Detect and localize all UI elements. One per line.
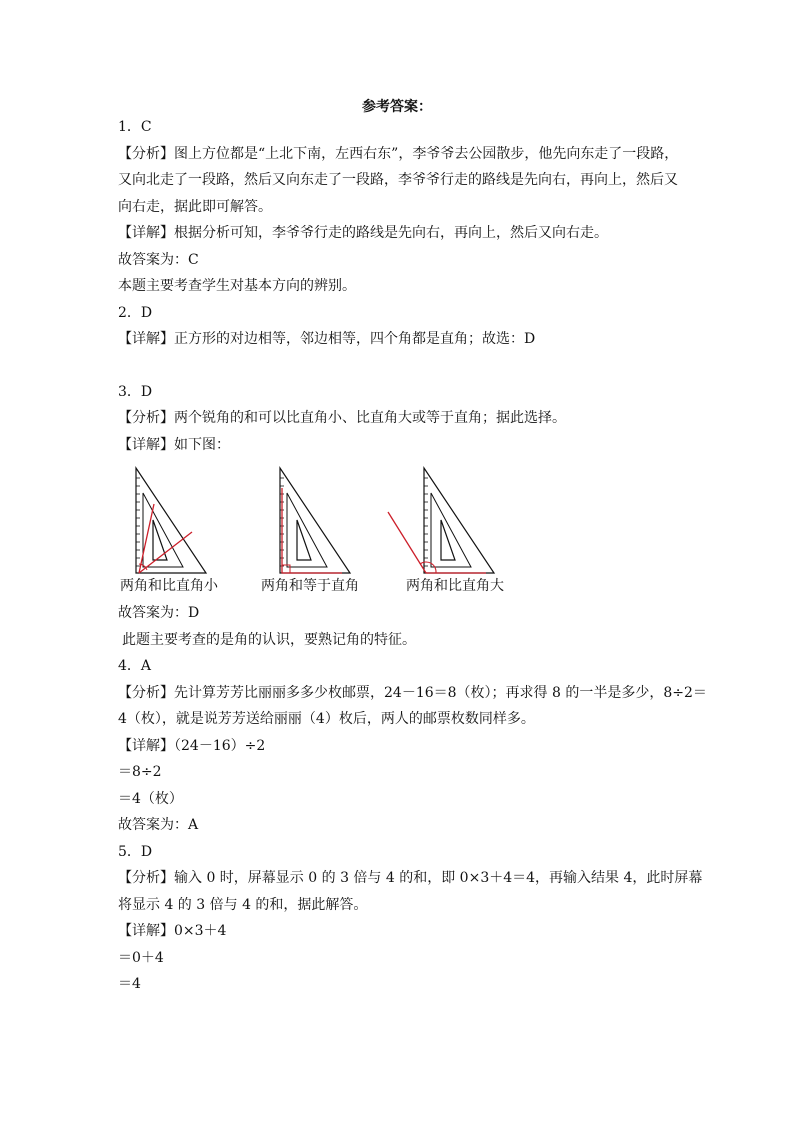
q3-detail: 【详解】如下图： (118, 436, 230, 453)
q4-step-1: ＝8÷2 (118, 764, 162, 780)
q4-step-2: ＝4（枚） (118, 790, 183, 807)
set-square-figure (118, 460, 690, 600)
figure-caption-3: 两角和比直角大 (406, 578, 504, 594)
figure-caption-2: 两角和等于直角 (261, 578, 359, 594)
q5-step-1: ＝0＋4 (118, 949, 164, 966)
q4-analysis-line-1: 【分析】先计算芳芳比丽丽多多少枚邮票，24－16＝8（枚）；再求得 8 的一半是多少，8÷2＝ (118, 684, 707, 701)
q3-conclusion: 故答案为：D (118, 605, 200, 621)
q1-detail: 【详解】根据分析可知，李爷爷行走的路线是先向右，再向上，然后又向右走。 (118, 225, 608, 241)
spacer (118, 353, 690, 379)
set-square-1 (136, 468, 206, 573)
q3-note: 此题主要考查的是角的认识，要熟记角的特征。 (122, 631, 416, 648)
q3-analysis: 【分析】两个锐角的和可以比直角小、比直角大或等于直角；据此选择。 (118, 410, 566, 426)
q1-note: 本题主要考查学生对基本方向的辨别。 (118, 278, 356, 294)
q1-analysis-line-2: 又向北走了一段路，然后又向东走了一段路，李爷爷行走的路线是先向右，再向上，然后又 (118, 172, 678, 188)
q5-analysis-line-2: 将显示 4 的 3 倍与 4 的和，据此解答。 (118, 896, 368, 913)
q4-detail: 【详解】（24－16）÷2 (118, 737, 266, 754)
q2-answer: 2．D (118, 304, 153, 321)
q1-analysis-line-1: 【分析】图上方位都是“上北下南，左西右东”，李爷爷去公园散步，他先向东走了一段路， (118, 145, 679, 162)
page-title: 参考答案： (362, 99, 432, 115)
q5-answer: 5．D (118, 843, 153, 860)
q5-step-2: ＝4 (118, 976, 141, 992)
q4-conclusion: 故答案为：A (118, 817, 199, 833)
q1-answer: 1．C (118, 119, 152, 135)
q4-analysis-line-2: 4（枚），就是说芳芳送给丽丽（4）枚后，两人的邮票枚数同样多。 (118, 711, 535, 727)
q1-analysis-line-3: 向右走，据此即可解答。 (118, 198, 272, 215)
q5-detail: 【详解】0×3＋4 (118, 923, 227, 939)
q3-answer: 3．D (118, 383, 153, 400)
answer-content (118, 114, 707, 998)
q2-detail: 【详解】正方形的对边相等，邻边相等，四个角都是直角；故选：D (118, 331, 536, 347)
figure-caption-1: 两角和比直角小 (120, 578, 218, 594)
q1-conclusion: 故答案为：C (118, 251, 199, 268)
set-square-3 (388, 468, 494, 573)
q5-analysis-line-1: 【分析】输入 0 时，屏幕显示 0 的 3 倍与 4 的和，即 0×3＋4＝4，再输入结果 4，此时屏幕 (118, 870, 703, 886)
q4-answer: 4．A (118, 658, 152, 674)
set-square-2 (280, 468, 350, 573)
